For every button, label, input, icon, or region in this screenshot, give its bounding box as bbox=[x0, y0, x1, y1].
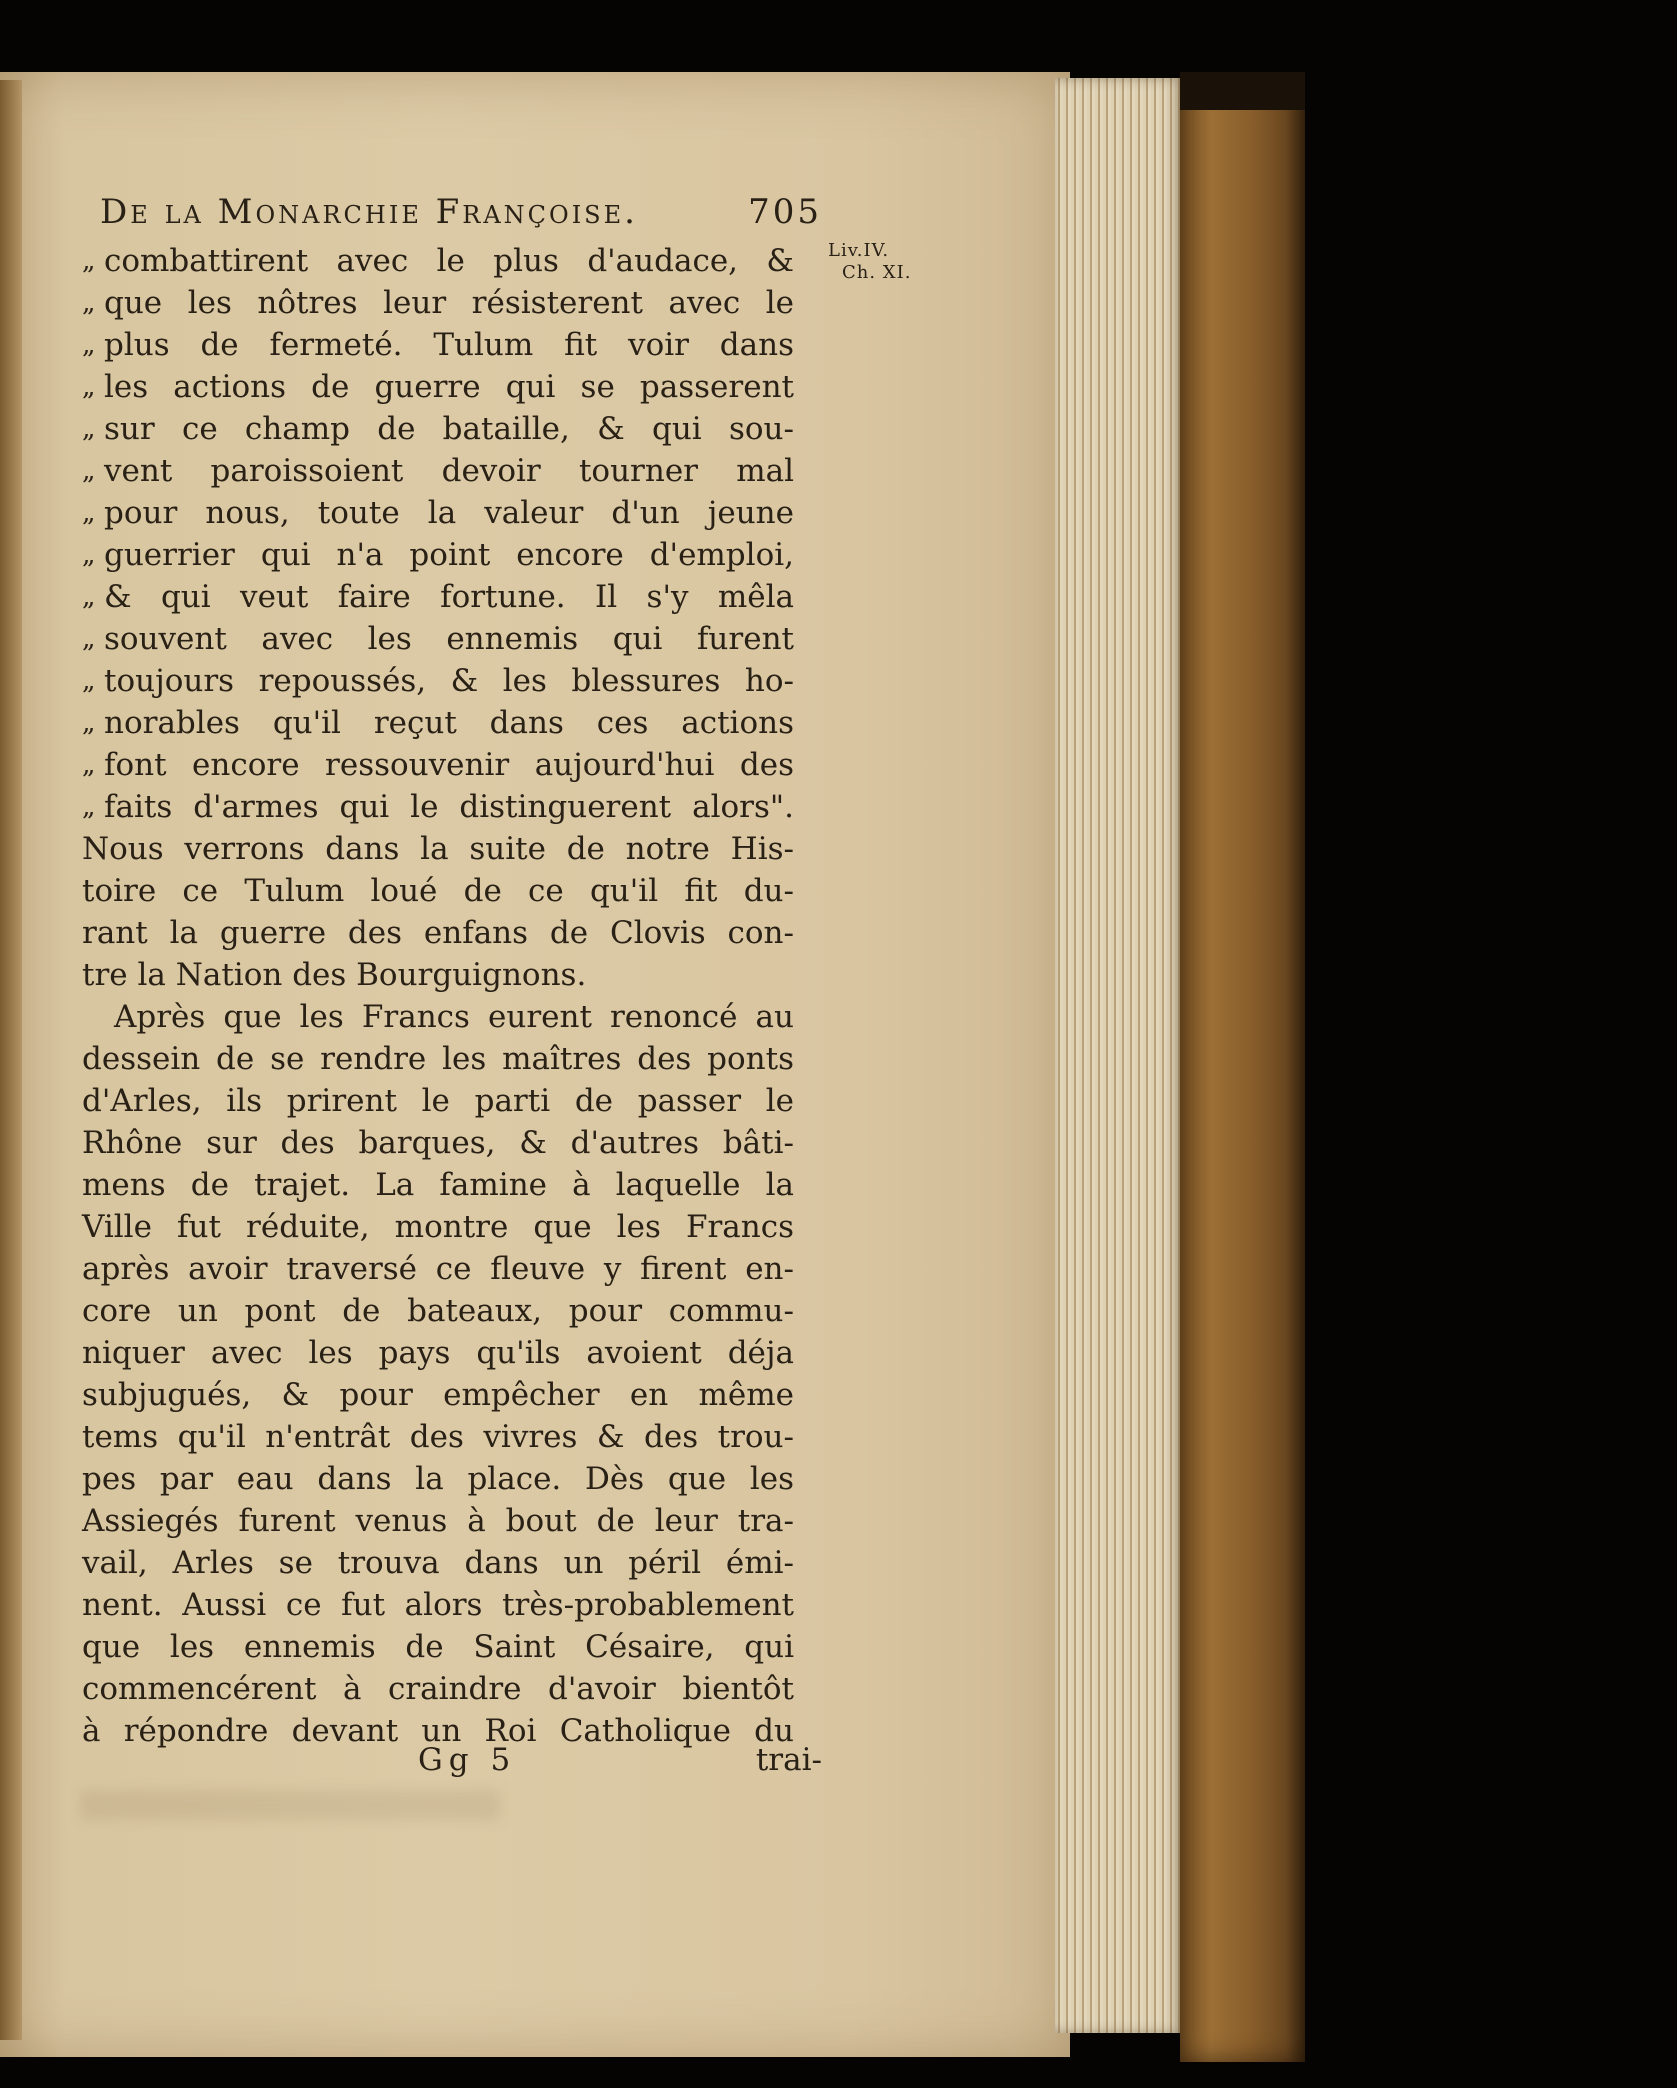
text-line bbox=[82, 1584, 822, 1626]
line-text: pes par eau dans la place. Dès que les bbox=[82, 1461, 794, 1497]
line-text: Nous verrons dans la suite de notre His- bbox=[82, 831, 794, 867]
text-line bbox=[82, 744, 822, 786]
line-text: Après que les Francs eurent renoncé au bbox=[114, 999, 794, 1035]
text-line bbox=[82, 1122, 822, 1164]
line-text: niquer avec les pays qu'ils avoient déja bbox=[82, 1335, 794, 1371]
margin-note-book: Liv.IV. bbox=[828, 240, 890, 261]
line-text: dessein de se rendre les maîtres des ponts bbox=[82, 1041, 794, 1077]
text-line bbox=[82, 408, 822, 450]
text-line bbox=[82, 828, 822, 870]
text-line bbox=[82, 1038, 822, 1080]
text-line bbox=[82, 1542, 822, 1584]
quote-mark: „ bbox=[82, 792, 96, 822]
text-line bbox=[82, 1626, 822, 1668]
line-text: pour nous, toute la valeur d'un jeune bbox=[104, 495, 794, 531]
line-text: Assiegés furent venus à bout de leur tra- bbox=[82, 1503, 794, 1539]
line-text: toire ce Tulum loué de ce qu'il fit du- bbox=[82, 873, 794, 909]
line-text: & qui veut faire fortune. Il s'y mêla bbox=[104, 579, 794, 615]
quote-mark: „ bbox=[82, 582, 96, 612]
text-line bbox=[82, 786, 822, 828]
line-text: d'Arles, ils prirent le parti de passer le bbox=[82, 1083, 794, 1119]
quote-mark: „ bbox=[82, 708, 96, 738]
quote-mark: „ bbox=[82, 372, 96, 402]
text-line bbox=[82, 912, 822, 954]
running-head-title: De la Monarchie Françoise. bbox=[100, 192, 638, 232]
text-line bbox=[82, 1374, 822, 1416]
line-text: faits d'armes qui le distinguerent alors". bbox=[104, 789, 794, 825]
text-line bbox=[82, 1080, 822, 1122]
gutter-shadow bbox=[0, 80, 22, 2040]
text-line bbox=[82, 870, 822, 912]
quote-mark: „ bbox=[82, 330, 96, 360]
page-footer bbox=[82, 1742, 822, 1784]
ink-offset-smudge bbox=[80, 1790, 500, 1820]
line-text: tems qu'il n'entrât des vivres & des trou- bbox=[82, 1419, 794, 1455]
running-head bbox=[82, 192, 822, 232]
line-text: sur ce champ de bataille, & qui sou- bbox=[104, 411, 794, 447]
text-line bbox=[82, 1458, 822, 1500]
leather-cover bbox=[1180, 72, 1305, 2062]
page-edges bbox=[1055, 78, 1183, 2033]
line-text: les actions de guerre qui se passerent bbox=[104, 369, 794, 405]
line-text: Ville fut réduite, montre que les Francs bbox=[82, 1209, 794, 1245]
line-text: vent paroissoient devoir tourner mal bbox=[104, 453, 794, 489]
quote-mark: „ bbox=[82, 246, 96, 276]
quote-mark: „ bbox=[82, 624, 96, 654]
quote-mark: „ bbox=[82, 414, 96, 444]
line-text: tre la Nation des Bourguignons. bbox=[82, 957, 587, 993]
text-line bbox=[82, 366, 822, 408]
text-line bbox=[82, 954, 822, 996]
margin-note-chapter: Ch. XI. bbox=[842, 262, 912, 283]
body-text bbox=[82, 240, 822, 1752]
quote-mark: „ bbox=[82, 666, 96, 696]
line-text: Rhône sur des barques, & d'autres bâti- bbox=[82, 1125, 794, 1161]
text-line bbox=[82, 1416, 822, 1458]
text-line bbox=[82, 702, 822, 744]
line-text: combattirent avec le plus d'audace, & bbox=[104, 243, 794, 279]
line-text: après avoir traversé ce fleuve y firent en- bbox=[82, 1251, 794, 1287]
line-text: norables qu'il reçut dans ces actions bbox=[104, 705, 794, 741]
quote-mark: „ bbox=[82, 288, 96, 318]
signature-mark: Gg 5 bbox=[418, 1742, 517, 1778]
text-line bbox=[82, 618, 822, 660]
line-text: core un pont de bateaux, pour commu- bbox=[82, 1293, 794, 1329]
text-line bbox=[82, 534, 822, 576]
line-text: mens de trajet. La famine à laquelle la bbox=[82, 1167, 794, 1203]
text-line bbox=[82, 492, 822, 534]
text-line bbox=[82, 324, 822, 366]
text-line bbox=[82, 282, 822, 324]
text-line bbox=[82, 996, 822, 1038]
cover-shadow bbox=[1180, 72, 1305, 110]
catchword: trai- bbox=[755, 1742, 822, 1778]
line-text: subjugués, & pour empêcher en même bbox=[82, 1377, 794, 1413]
line-text: à répondre devant un Roi Catholique du bbox=[82, 1713, 794, 1749]
line-text: font encore ressouvenir aujourd'hui des bbox=[104, 747, 794, 783]
line-text: rant la guerre des enfans de Clovis con- bbox=[82, 915, 794, 951]
page-number: 705 bbox=[748, 192, 822, 232]
margin-note bbox=[828, 240, 911, 284]
line-text: guerrier qui n'a point encore d'emploi, bbox=[104, 537, 794, 573]
text-line bbox=[82, 1332, 822, 1374]
text-line bbox=[82, 1164, 822, 1206]
text-line bbox=[82, 1206, 822, 1248]
quote-mark: „ bbox=[82, 456, 96, 486]
text-line bbox=[82, 576, 822, 618]
text-line bbox=[82, 240, 822, 282]
text-line bbox=[82, 1248, 822, 1290]
line-text: que les ennemis de Saint Césaire, qui bbox=[82, 1629, 794, 1665]
text-line bbox=[82, 1290, 822, 1332]
line-text: plus de fermeté. Tulum fit voir dans bbox=[104, 327, 794, 363]
text-line bbox=[82, 1668, 822, 1710]
line-text: souvent avec les ennemis qui furent bbox=[104, 621, 794, 657]
quote-mark: „ bbox=[82, 540, 96, 570]
line-text: toujours repoussés, & les blessures ho- bbox=[104, 663, 794, 699]
quote-mark: „ bbox=[82, 498, 96, 528]
line-text: que les nôtres leur résisterent avec le bbox=[104, 285, 794, 321]
text-line bbox=[82, 660, 822, 702]
text-line bbox=[82, 1500, 822, 1542]
text-line bbox=[82, 450, 822, 492]
line-text: commencérent à craindre d'avoir bientôt bbox=[82, 1671, 794, 1707]
quote-mark: „ bbox=[82, 750, 96, 780]
line-text: nent. Aussi ce fut alors très-probablement bbox=[82, 1587, 794, 1623]
line-text: vail, Arles se trouva dans un péril émi- bbox=[82, 1545, 794, 1581]
